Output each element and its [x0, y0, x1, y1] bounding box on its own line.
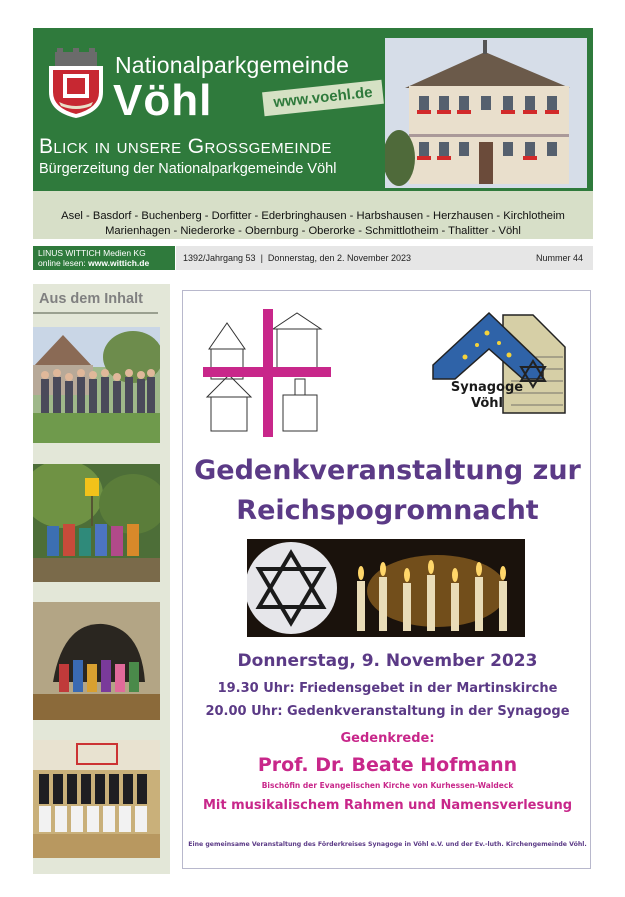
- issue-bar: [176, 246, 593, 270]
- village-list: [33, 191, 593, 239]
- publisher-online-label: online lesen:: [38, 258, 86, 268]
- church-cross-illustration: [203, 309, 331, 437]
- publisher-online: [38, 258, 170, 268]
- village-list-line-1: Asel - Basdorf - Buchenberg - Dorfitter - Ederbringhausen - Harbshausen - Herzhausen - Kirchlotheim: [61, 210, 565, 222]
- synagogue-logo: [431, 311, 567, 415]
- event-poster: [182, 290, 591, 869]
- brand-title: Vöhl: [113, 76, 213, 125]
- logo-text-line-1: Synagoge: [450, 380, 524, 395]
- brand-subtitle: Nationalparkgemeinde: [115, 52, 350, 78]
- sidebar-divider: [33, 312, 158, 314]
- publisher-name: LINUS WITTICH Medien KG: [38, 248, 146, 258]
- event-time-2: 20.00 Uhr: Gedenkveranstaltung in der Synagoge: [205, 704, 570, 719]
- speaker-role: Bischöfin der Evangelischen Kirche von Kurhessen-Waldeck: [261, 781, 514, 790]
- town-hall-photo: [385, 38, 587, 188]
- thumbnail-sports-team[interactable]: [33, 740, 160, 858]
- event-date: Donnerstag, 9. November 2023: [237, 651, 538, 671]
- star-and-candles-image: [247, 539, 525, 637]
- newspaper-title: Blick in unsere Grossgemeinde: [39, 135, 332, 158]
- thumbnail-kids-forest[interactable]: [33, 464, 160, 582]
- event-time-1: 19.30 Uhr: Friedensgebet in der Martinskirche: [217, 681, 558, 696]
- event-program-note: Mit musikalischem Rahmen und Namensverlesung: [202, 798, 573, 813]
- issue-volume: 1392/Jahrgang 53: [183, 253, 256, 263]
- logo-text-line-2: Vöhl: [471, 396, 503, 411]
- publisher-box: [33, 246, 175, 270]
- speech-label: Gedenkrede:: [340, 731, 435, 746]
- organizer-footnote: Eine gemeinsame Veranstaltung des Förderkreises Synagoge in Vöhl e.V. und der Ev.-luth. Kirchengemeinde Vöhl.: [188, 841, 587, 848]
- issue-date: Donnerstag, den 2. November 2023: [267, 253, 412, 263]
- thumbnail-group-photo[interactable]: [33, 327, 160, 443]
- publisher-url[interactable]: www.wittich.de: [88, 258, 150, 268]
- event-headline: [183, 451, 592, 531]
- thumbnail-cave[interactable]: [33, 602, 160, 720]
- issue-info: [183, 253, 411, 263]
- sidebar-title: Aus dem Inhalt: [39, 291, 143, 307]
- separator: |: [258, 253, 268, 263]
- headline-line-2: Reichspogromnacht: [236, 495, 539, 526]
- newspaper-subtitle: Bürgerzeitung der Nationalparkgemeinde Vöhl: [39, 161, 337, 177]
- headline-line-1: Gedenkveranstaltung zur: [194, 455, 581, 486]
- village-list-line-2: Marienhagen - Niederorke - Obernburg - Oberorke - Schmittlotheim - Thalitter - Vöhl: [105, 225, 521, 237]
- website-link[interactable]: www.voehl.de: [262, 80, 384, 116]
- issue-number: Nummer 44: [535, 253, 583, 263]
- contents-sidebar: [33, 284, 170, 874]
- coat-of-arms-icon: [45, 48, 107, 120]
- speaker-name: Prof. Dr. Beate Hofmann: [257, 754, 518, 776]
- masthead: [33, 28, 593, 191]
